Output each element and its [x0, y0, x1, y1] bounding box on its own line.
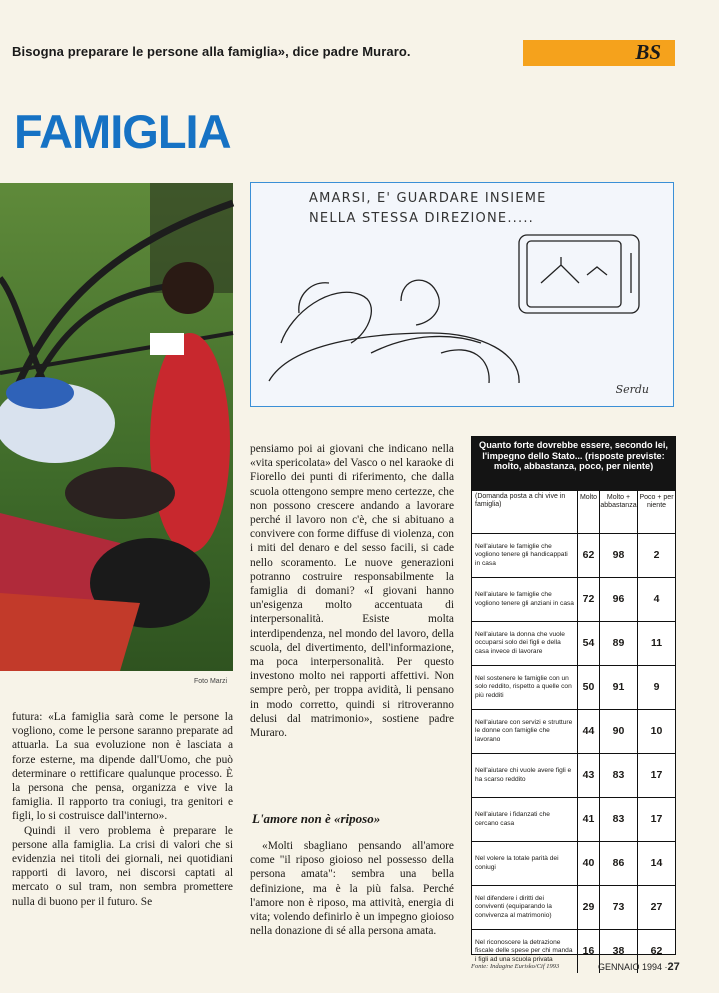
- article-paragraph: «Molti sbagliano pensando all'amore come "il riposo gioioso nel possesso della persona amata": sembra una bella definizione, ma è la più falsa. Perché l'amore non è riposo, ma attività, energia di vita; volendo definirlo è un impegno gioioso nella donazione di sé alla persona amata.: [250, 840, 454, 938]
- value-poco: 62: [650, 945, 663, 958]
- section-tag-label: BS: [635, 40, 661, 64]
- page-number: 27: [667, 961, 680, 973]
- article-paragraph: pensiamo poi ai giovani che indicano nella «vita spericolata» del Vasco o nel karaoke di Fiorello dei punti di riferimento, che dalla scuola ottengono sempre meno certezze, che non possono crescere andando a lavorare perché il lavoro non c'è, che si abituano a convivere con forme diffuse di violenza, con i miti del denaro e del sesso facili, si cade nello scoramento. Le nuove generazioni potranno costruire responsabilmente la famiglia di domani? «I giovani hanno un'esigenza molto accentuata di interpersonalità. Esiste molta interdipendenza, nel mondo del lavoro, della scuola, del divertimento, dell'informazione, ma poca interpersonalità. Per questo investono molto nei rapporti affettivi. Non sempre però, per troppa avidità, li pensano in modo corretto, quindi si ritroveranno delusi dal matrimonio», sostiene padre Muraro.: [250, 443, 454, 740]
- value-molto: 41: [578, 798, 600, 841]
- col-molto-abbastanza: Molto + abbastanza: [600, 491, 638, 533]
- table-row: [472, 798, 675, 842]
- table-row: [472, 534, 675, 578]
- photo-image: [0, 183, 233, 671]
- row-label: Nell'aiutare con servizi e strutture le donne con famiglie che lavorano: [472, 710, 578, 753]
- table-title: Quanto forte dovrebbe essere, secondo lei, l'impegno dello Stato... (risposte previste: molto, abbastanza, poco, per niente): [472, 437, 675, 491]
- value-molto: 16: [578, 930, 600, 973]
- cartoon-drawing: [251, 183, 672, 405]
- row-label: Nell'aiutare le famiglie che vogliono tenere gli anziani in casa: [472, 578, 578, 621]
- row-label: Nel difendere i diritti dei conviventi (equiparando la convivenza al matrimonio): [472, 886, 578, 929]
- photo-credit: Foto Marzi: [194, 678, 228, 685]
- cartoon-signature: Serdu: [615, 383, 649, 396]
- row-label: Nell'aiutare le famiglie che vogliono tenere gli handicappati in casa: [472, 534, 578, 577]
- value-molto-abbastanza: 90: [600, 710, 638, 753]
- value-poco: 17: [650, 769, 663, 782]
- col-molto: Molto: [578, 491, 600, 533]
- table-row: [472, 842, 675, 886]
- section-tag: [523, 40, 675, 66]
- table-body: [472, 534, 675, 973]
- article-paragraph: Quindi il vero problema è preparare le persone alla famiglia. La crisi di valori che si evidenzia nei titoli dei giornali, nei quotidiani rapporti di lavoro, nei discorsi captati al mercato o sul tram, non sembra promettere nulla di buono per il futuro. Se: [12, 824, 233, 908]
- value-molto-abbastanza: 86: [600, 842, 638, 885]
- value-molto-abbastanza: 91: [600, 666, 638, 709]
- headline: FAMIGLIA: [14, 105, 231, 158]
- section-heading: L'amore non è «riposo»: [252, 811, 381, 826]
- survey-table: [471, 436, 676, 963]
- value-molto-abbastanza: 73: [600, 886, 638, 929]
- row-label: Nel sostenere le famiglie con un solo reddito, rispetto a quelle con più redditi: [472, 666, 578, 709]
- table-row: [472, 622, 675, 666]
- row-label: Nell'aiutare chi vuole avere figli e ha scarso reddito: [472, 754, 578, 797]
- folio-date: GENNAIO 1994 ·: [598, 962, 668, 972]
- article-column-1: [12, 710, 233, 909]
- value-molto-abbastanza: 89: [600, 622, 638, 665]
- row-label: Nell'aiutare i fidanzati che cercano casa: [472, 798, 578, 841]
- value-poco: 4: [653, 593, 660, 606]
- cartoon-caption-line1: AMARSI, E' GUARDARE INSIEME: [309, 191, 547, 206]
- table-row: [472, 710, 675, 754]
- cartoon-panel: [250, 182, 674, 407]
- value-poco: 17: [650, 813, 663, 826]
- row-label: Nel volere la totale parità dei coniugi: [472, 842, 578, 885]
- value-molto: 40: [578, 842, 600, 885]
- page-folio: [598, 961, 680, 973]
- value-molto: 50: [578, 666, 600, 709]
- row-label: Nel riconoscere la detrazione fiscale delle spese per chi manda i figli ad una scuola privata: [472, 930, 578, 973]
- value-molto: 62: [578, 534, 600, 577]
- value-molto: 43: [578, 754, 600, 797]
- col-poco: Poco + per niente: [639, 494, 674, 510]
- value-molto-abbastanza: 83: [600, 798, 638, 841]
- article-column-2: [250, 442, 454, 740]
- table-source: Fonte: Indagine Eurisko/Cif 1993: [471, 963, 560, 970]
- table-row: [472, 886, 675, 930]
- table-row: [472, 754, 675, 798]
- cartoon-caption-line2: NELLA STESSA DIREZIONE.....: [309, 211, 534, 226]
- value-poco: 27: [650, 901, 663, 914]
- article-subtitle: Bisogna preparare le persone alla famiglia», dice padre Muraro.: [12, 44, 411, 59]
- article-paragraph: futura: «La famiglia sarà come le persone la vogliono, come le persone saranno preparate ad attuarla. La sua evoluzione non è lasciata a forze esterne, ma dipende dall'Uomo, che può determinare o rettificare qualunque processo. È la persona che pensa, organizza e vive la famiglia. Il rapporto tra coniugi, tra genitori e figli, lo si costruisce dall'interno».: [12, 711, 233, 823]
- value-poco: 11: [650, 637, 663, 650]
- value-molto: 72: [578, 578, 600, 621]
- row-label: Nell'aiutare la donna che vuole occuparsi solo dei figli e della casa invece di lavorare: [472, 622, 578, 665]
- table-header-row: [472, 491, 675, 534]
- value-poco: 9: [653, 681, 660, 694]
- value-poco: 10: [650, 725, 663, 738]
- value-molto-abbastanza: 98: [600, 534, 638, 577]
- value-molto-abbastanza: 96: [600, 578, 638, 621]
- value-molto-abbastanza: 83: [600, 754, 638, 797]
- question-header: (Domanda posta a chi vive in famiglia): [472, 491, 578, 533]
- table-row: [472, 666, 675, 710]
- value-molto: 44: [578, 710, 600, 753]
- value-molto-abbastanza: 38: [600, 930, 638, 973]
- value-molto: 54: [578, 622, 600, 665]
- table-row: [472, 578, 675, 622]
- photo-couple-on-grass: [0, 183, 233, 671]
- value-poco: 14: [650, 857, 663, 870]
- article-column-3: [250, 839, 454, 938]
- value-molto: 29: [578, 886, 600, 929]
- value-poco: 2: [653, 549, 660, 562]
